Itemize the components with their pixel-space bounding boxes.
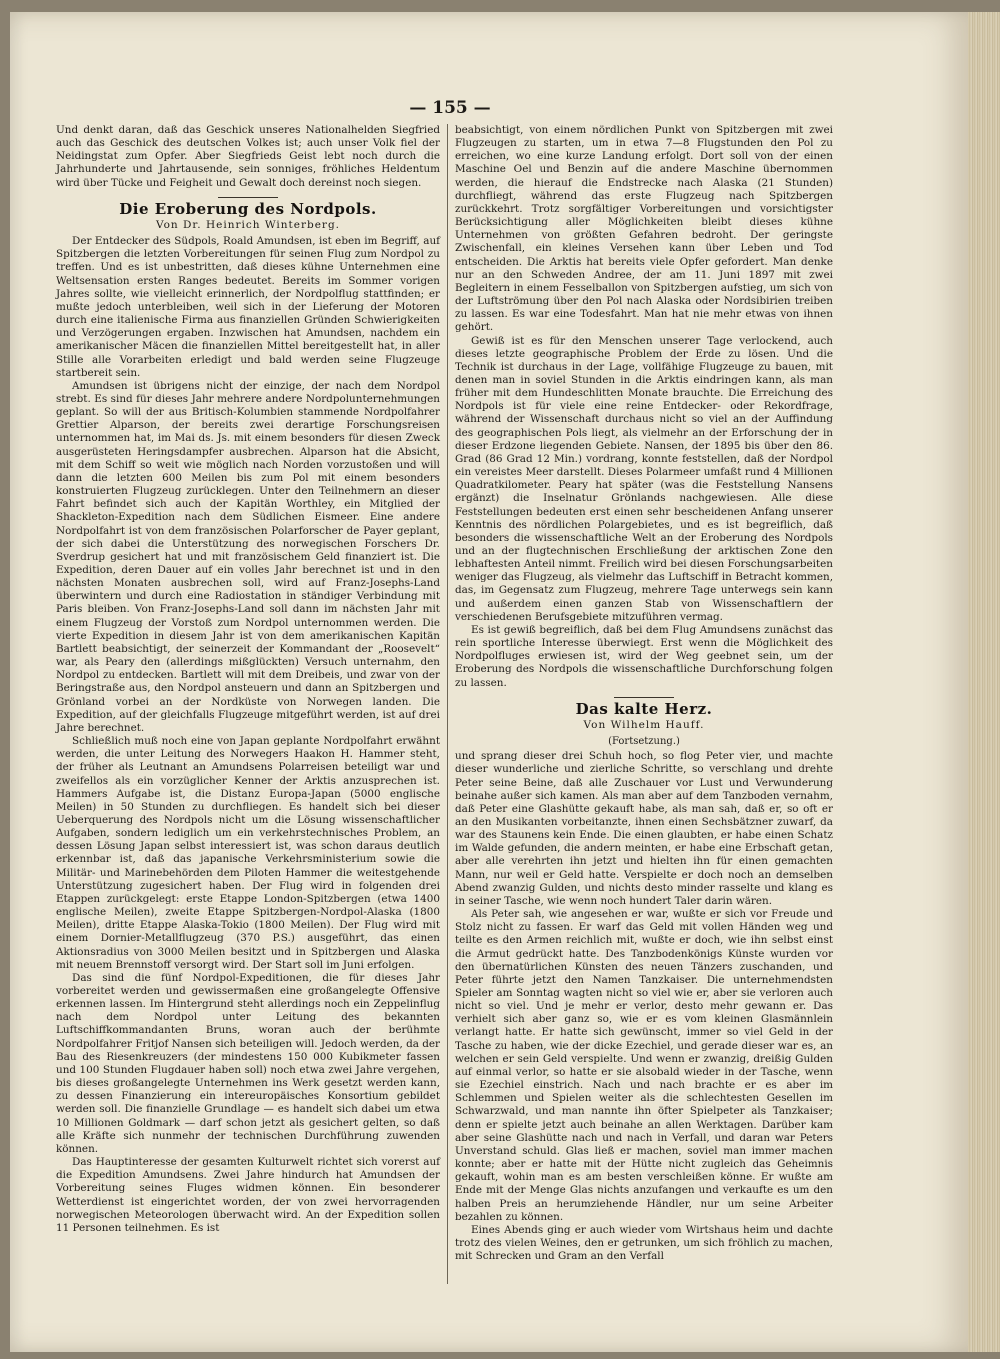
article-byline: Von Dr. Heinrich Winterberg. — [155, 218, 341, 231]
article-paragraph: Das sind die fünf Nordpol-Expeditionen, die für dieses Jahr vorbereitet werden und gewissermaßen eine großangelegte Offensive erkennen lassen. Im Hintergrund steht allerdings noch ein Zeppelinflug nach dem Nordpol unter Leitung des bekannten Luftschiffkommandanten Bruns, woran auch der berühmte Nordpolfahrer Fritjof Nansen sich beteiligen will. Jedoch werden, da der Bau des Riesenkreuzers (der mindestens 150 000 Kubikmeter fassen und 100 Stunden Flugdauer haben soll) noch etwa zwei Jahre vergehen, bis dieses großangelegte Unternehmen ins Werk gesetzt werden kann, zu dessen Finanzierung ein intereuropäisches Konsortium gebildet werden soll. Die finanzielle Grundlage — es handelt sich dabei um etwa 10 Millionen Goldmark — darf schon jetzt als gesichert gelten, so daß alle Kräfte sich nunmehr der technischen Durchführung zuwenden können. — [56, 971, 440, 1155]
article-paragraph: Amundsen ist übrigens nicht der einzige, der nach dem Nordpol strebt. Es sind für dieses Jahr mehrere andere Nordpolunternehmungen geplant. So will der aus Britisch-Kolumbien stammende Nordpolfahrer Grettier Alparson, der bereits zwei derartige Forschungsreisen unternommen hat, im Mai ds. Js. mit einem besonders für diesen Zweck ausgerüsteten Heringsdampfer ausbrechen. Alparson hat die Absicht, mit dem Schiff so weit wie möglich nach Norden vorzustoßen und will dann die letzten 600 Meilen bis zum Pol mit einem besonders konstruierten Flugzeug zurücklegen. Unter den Teilnehmern an dieser Fahrt befindet sich auch der Kapitän Worthley, ein Mitglied der Shackleton-Expedition nach dem Südlichen Eismeer. Eine andere Nordpolfahrt ist von dem französischen Polarforscher de Payer geplant, der sich dabei die Unterstützung des norwegischen Forschers Dr. Sverdrup gesichert hat und mit französischem Geld finanziert ist. Die Expedition, deren Dauer auf ein volles Jahr berechnet ist und in den nächsten Monaten ausbrechen soll, wird auf Franz-Josephs-Land überwintern und durch eine Radiostation in ständiger Verbindung mit Paris bleiben. Von Franz-Josephs-Land soll dann im nächsten Jahr mit einem Flugzeug der Vorstoß zum Nordpol unternommen werden. Die vierte Expedition in diesem Jahr ist von dem amerikanischen Kapitän Bartlett beabsichtigt, der seinerzeit der Kommandant der „Roosevelt“ war, als Peary den (allerdings mißglückten) Versuch unternahm, den Nordpol zu entdecken. Bartlett will mit dem Dreibeis, und zwar von der Beringstraße aus, den Nordpol ansteuern und dann an Spitzbergen und Grönland vorbei an der Nordküste von Norwegen landen. Die Expedition, auf der gleichfalls Flugzeuge mitgeführt werden, ist auf drei Jahre berechnet. — [56, 379, 440, 734]
story-paragraph: Eines Abends ging er auch wieder vom Wirtshaus heim und dachte trotz des vielen Weines, den er getrunken, um sich fröhlich zu machen, mit Schrecken und Gram an den Verfall — [455, 1223, 833, 1263]
article-paragraph: Es ist gewiß begreiflich, daß bei dem Flug Amundsens zunächst das rein sportliche Interesse überwiegt. Erst wenn die Möglichkeit des Nordpolfluges erwiesen ist, wird der Weg geebnet sein, um der Eroberung des Nordpols die wissenschaftliche Durchforschung folgen zu lassen. — [455, 623, 833, 689]
article-title: Die Eroberung des Nordpols. — [119, 199, 377, 218]
story-paragraph: Als Peter sah, wie angesehen er war, wußte er sich vor Freude und Stolz nicht zu fassen. Er warf das Geld mit vollen Händen weg und teilte es den Armen reichlich mit, wußte er doch, wie ihn selbst einst die Armut gedrückt hatte. Des Tanzbodenkönigs Künste wurden vor den übernatürlichen Künsten des neuen Tänzers zuschanden, und Peter führte jetzt den Namen Tanzkaiser. Die unternehmendsten Spieler am Sonntag wagten nicht so viel wie er, aber sie verloren auch nicht so viel. Und je mehr er verlor, desto mehr gewann er. Das verhielt sich aber ganz so, wie er es vom kleinen Glasmännlein verlangt hatte. Er hatte sich gewünscht, immer so viel Geld in der Tasche zu haben, wie der dicke Ezechiel, und gerade dieser war es, an welchen er sein Geld verspielte. Und wenn er zwanzig, dreißig Gulden auf einmal verlor, so hatte er sie alsobald wieder in der Tasche, wenn sie Ezechiel einstrich. Nach und nach brachte er es aber im Schlemmen und Spielen weiter als die schlechtesten Gesellen im Schwarzwald, und man nannte ihn öfter Spielpeter als Tanzkaiser; denn er spielte jetzt auch beinahe an allen Werktagen. Darüber kam aber seine Glashütte nach und nach in Verfall, und daran war Peters Unverstand schuld. Glas ließ er machen, soviel man immer machen konnte; aber er hatte mit der Hütte nicht zugleich das Geheimnis gekauft, wohin man es am besten verschleißen könne. Er wußte am Ende mit der Menge Glas nichts anzufangen und verkaufte es um den halben Preis an herumziehende Händler, nur um seine Arbeiter bezahlen zu können. — [455, 908, 833, 1223]
article-paragraph: Schließlich muß noch eine von Japan geplante Nordpolfahrt erwähnt werden, die unter Leitung des Norwegers Haakon H. Hammer steht, der früher als Leutnant an Amundsens Polarreisen beteiligt war und zweifellos als ein vorzüglicher Kenner der Arktis anzusprechen ist. Hammers Aufgabe ist, die Distanz Europa-Japan (5000 englische Meilen) in 50 Stunden zu durchfliegen. Es handelt sich bei dieser Ueberquerung des Nordpols nicht um die Lösung wissenschaftlicher Aufgaben, sondern lediglich um ein verkehrstechnisches Problem, an dessen Lösung Japan selbst interessiert ist, was schon daraus deutlich erkennbar ist, daß das japanische Verkehrsministerium sowie die Militär- und Marinebehörden dem Piloten Hammer die weitestgehende Unterstützung zugesichert haben. Der Flug wird in folgenden drei Etappen zurückgelegt: erste Etappe London-Spitzbergen (etwa 1400 englische Meilen), zweite Etappe Spitzbergen-Nordpol-Alaska (1800 Meilen), dritte Etappe Alaska-Tokio (1800 Meilen). Der Flug wird mit einem Dornier-Metallflugzeug (370 P.S.) ausgeführt, das einen Aktionsradius von 3000 Meilen besitzt und in Spitzbergen und Alaska mit neuem Brennstoff versorgt wird. Der Start soll im Juni erfolgen. — [56, 735, 440, 971]
story-byline: Von Wilhelm Hauff. — [583, 718, 705, 731]
article-paragraph: beabsichtigt, von einem nördlichen Punkt von Spitzbergen mit zwei Flugzeugen zu starten, um in etwa 7—8 Flugstunden den Pol zu erreichen, wo eine kurze Landung erfolgt. Dort soll von der einen Maschine Oel und Benzin auf die andere Maschine übernommen werden, die hierauf die Endstrecke nach Alaska (21 Stunden) durchfliegt, während das erste Flugzeug nach Spitzbergen zurückkehrt. Trotz sorgfältiger Vorbereitungen und vorsichtigster Berücksichtigung aller Möglichkeiten bleibt dieses kühne Unternehmen von größten Gefahren bedroht. Der geringste Zwischenfall, ein kleines Versehen kann über Leben und Tod entscheiden. Die Arktis hat bereits viele Opfer gefordert. Man denke nur an den Schweden Andree, der am 11. Juni 1897 mit zwei Begleitern in einem Fesselballon von Spitzbergen aufstieg, um sich von der Luftströmung über den Pol nach Alaska oder Nordsibirien treiben zu lassen. Es war eine Todesfahrt. Man hat nie mehr etwas von ihnen gehört. — [455, 124, 833, 334]
page-edge — [968, 12, 1000, 1352]
intro-paragraph: Und denkt daran, daß das Geschick unseres Nationalhelden Siegfried auch das Geschick des deutschen Volkes ist; auch unser Volk fiel der Neidingstat zum Opfer. Aber Siegfrieds Geist lebt noch durch die Jahrhunderte und Jahrtausende, sein sonniges, fröhliches Heldentum wird über Tücke und Feigheit und Gewalt doch dereinst noch siegen. — [56, 124, 440, 189]
page-number: — 155 — — [409, 98, 491, 118]
article-paragraph: Das Hauptinteresse der gesamten Kulturwelt richtet sich vorerst auf die Expedition Amundsens. Zwei Jahre hindurch hat Amundsen der Vorbereitung seines Fluges widmen können. Ein besonderer Wetterdienst ist eingerichtet worden, der von zwei hervorragenden norwegischen Meteorologen überwacht wird. An der Expedition sollen 11 Personen teilnehmen. Es ist — [56, 1156, 440, 1234]
story-paragraph: und sprang dieser drei Schuh hoch, so flog Peter vier, und machte dieser wunderliche und zierliche Schritte, so verschlang und drehte Peter seine Beine, daß alle Zuschauer vor Lust und Verwunderung beinahe außer sich kamen. Als man aber auf dem Tanzboden vernahm, daß Peter eine Glashütte gekauft habe, als man sah, daß er, so oft er an den Musikanten vorbeitanzte, ihnen einen Sechsbätzner zuwarf, da war des Staunens kein Ende. Die einen glaubten, er habe einen Schatz im Walde gefunden, die andern meinten, er habe eine Erbschaft getan, aber alle verehrten ihn jetzt und hielten ihn für einen gemachten Mann, nur weil er Geld hatte. Verspielte er doch noch an demselben Abend zwanzig Gulden, und nichts desto minder rasselte und klang es in seiner Tasche, wie wenn noch hundert Taler darin wären. — [455, 750, 833, 907]
right-column — [455, 124, 833, 1263]
section-rule — [218, 197, 278, 198]
column-divider — [447, 124, 448, 1284]
story-title: Das kalte Herz. — [575, 699, 713, 718]
article-paragraph: Der Entdecker des Südpols, Roald Amundsen, ist eben im Begriff, auf Spitzbergen die letzten Vorbereitungen für seinen Flug zum Nordpol zu treffen. Und es ist unbestritten, daß dieses kühne Unternehmen eine Weltsensation ersten Ranges bedeutet. Bereits im Sommer vorigen Jahres sollte, wie vielleicht erinnerlich, der Nordpolflug stattfinden; er mußte jedoch unterbleiben, weil sich in der Lieferung der Motoren durch eine italienische Firma aus finanziellen Gründen Schwierigkeiten und Verzögerungen ergaben. Inzwischen hat Amundsen, nachdem ein amerikanischer Mäcen die finanziellen Mittel bereitgestellt hat, in aller Stille alle Vorarbeiten erledigt und bald werden seine Flugzeuge startbereit sein. — [56, 235, 440, 379]
left-column — [56, 124, 440, 1235]
article-paragraph: Gewiß ist es für den Menschen unserer Tage verlockend, auch dieses letzte geographische Problem der Erde zu lösen. Und die Technik ist durchaus in der Lage, vollfähige Flugzeuge zu bauen, mit denen man in soviel Stunden in die Arktis eindringen kann, als man früher mit dem Hundeschlitten Monate brauchte. Die Erreichung des Nordpols ist für viele eine reine Entdecker- oder Rekordfrage, während der Wissenschaft durchaus nicht so viel an der Auffindung des geographischen Pols liegt, als vielmehr an der Erforschung der in dieser Erdzone liegenden Gebiete. Nansen, der 1895 bis über den 86. Grad (86 Grad 12 Min.) vordrang, konnte feststellen, daß der Nordpol ein vereistes Meer darstellt. Dieses Polarmeer umfaßt rund 4 Millionen Quadratkilometer. Peary hat später (was die Feststellung Nansens ergänzt) die Inselnatur Grönlands nachgewiesen. Alle diese Feststellungen bedeuten erst einen sehr bescheidenen Anfang unserer Kenntnis des nördlichen Polargebietes, und es ist begreiflich, daß besonders die wissenschaftliche Welt an der Eroberung des Nordpols und an der flugtechnischen Erschließung der arktischen Zone den lebhaftesten Anteil nimmt. Freilich wird bei diesen Forschungsarbeiten weniger das Flugzeug, als vielmehr das Luftschiff in Betracht kommen, das, im Gegensatz zum Flugzeug, mehrere Tage unterwegs sein kann und außerdem einen ganzen Stab von Wissenschaftlern der verschiedenen Berufsgebiete mitzuführen vermag. — [455, 334, 833, 623]
story-continuation: (Fortsetzung.) — [608, 736, 680, 748]
section-rule — [614, 697, 674, 698]
